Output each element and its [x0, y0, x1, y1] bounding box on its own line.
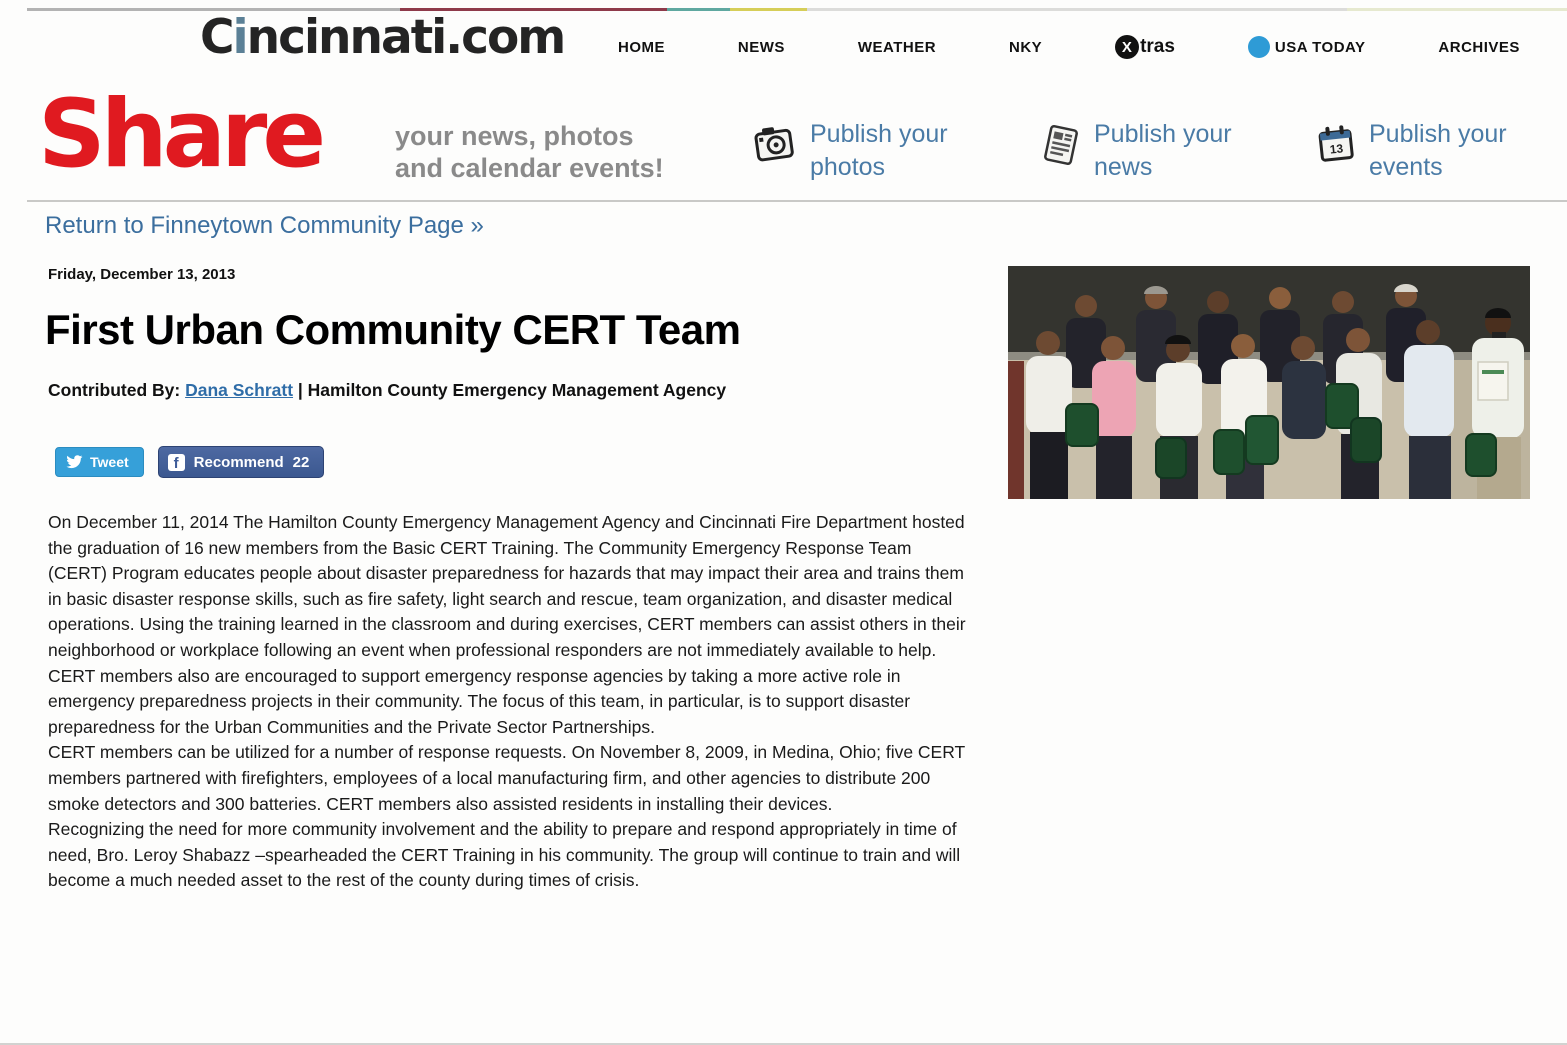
site-logo[interactable] [200, 10, 564, 65]
article-title: First Urban Community CERT Team [45, 306, 741, 353]
nav-item-news[interactable]: NEWS [737, 38, 785, 56]
twitter-bird-icon [66, 455, 83, 469]
tweet-button-label: Tweet [90, 454, 129, 470]
nav-item-home[interactable]: HOME [618, 38, 665, 56]
publish-news-text [1094, 118, 1232, 184]
logo-text-i: i [232, 10, 247, 65]
article-photo [1008, 266, 1530, 499]
section-divider [27, 200, 1567, 202]
facebook-recommend-button[interactable] [158, 446, 325, 478]
recommend-button-label: Recommend [193, 453, 284, 471]
publish-events-link[interactable] [1315, 118, 1507, 184]
camera-icon [752, 122, 798, 166]
stripe-yellow [730, 8, 807, 11]
publish-news-link[interactable] [1040, 118, 1232, 184]
byline-org: Hamilton County Emergency Management Agency [307, 380, 727, 400]
usatoday-label: USA TODAY [1274, 38, 1366, 56]
calendar-icon [1315, 122, 1357, 166]
stripe-light [807, 8, 1347, 11]
recommend-count: 22 [292, 453, 310, 471]
publish-news-line1: Publish your [1094, 120, 1232, 148]
article-body [48, 510, 966, 894]
group-photo-illustration [1008, 266, 1530, 499]
nav-item-weather[interactable]: WEATHER [857, 38, 937, 56]
breadcrumb-return-link[interactable]: Return to Finneytown Community Page » [45, 212, 484, 239]
article-paragraph-2: CERT members also are encouraged to support emergency response agencies by taking a more active role in emergency preparedness projects in their community. The focus of this team, in particular, is to support disaster preparedness for the Urban Communities and the Private Sector Partnerships. [48, 665, 911, 737]
publish-news-line2: news [1094, 153, 1153, 181]
logo-text-rest: ncinnati.com [246, 10, 565, 65]
xtras-x-icon: X [1115, 35, 1139, 59]
stripe-teal [667, 8, 730, 11]
article-paragraph-4: Recognizing the need for more community involvement and the ability to prepare and respond appropriately in time of need, Bro. Leroy Shabazz –spearheaded the CERT Training in his community. The group will continue to train and will become a much needed asset to the rest of the county during times of crisis. [48, 819, 961, 891]
share-tagline [395, 120, 664, 184]
newspaper-icon [1040, 122, 1082, 168]
byline-separator: | [293, 380, 308, 400]
facebook-f-icon: f [168, 454, 185, 471]
xtras-label: tras [1140, 36, 1175, 57]
stripe-tint [1347, 8, 1567, 11]
byline-prefix: Contributed By: [48, 380, 186, 400]
publish-events-text [1369, 118, 1507, 184]
publish-photos-text [810, 118, 948, 184]
nav-item-nky[interactable]: NKY [1008, 38, 1043, 56]
nav-item-archives[interactable]: ARCHIVES [1438, 38, 1520, 56]
usatoday-dot-icon [1248, 36, 1270, 58]
tweet-button[interactable] [55, 447, 144, 477]
photo-certificate [1478, 362, 1508, 400]
share-tagline-line2: and calendar events! [395, 153, 664, 183]
nav-item-usatoday[interactable] [1248, 36, 1366, 58]
nav-item-xtras[interactable] [1115, 35, 1175, 59]
share-headline: Share [38, 80, 322, 189]
publish-events-line2: events [1369, 153, 1443, 181]
article-paragraph-1: On December 11, 2014 The Hamilton County Emergency Management Agency and Cincinnati Fire Department hosted the graduation of 16 new members from the Basic CERT Training. The Community Emergency Response Team (CERT) Program educates people about disaster preparedness for hazards that may impact their area and trains them in basic disaster response skills, such as fire safety, light search and rescue, team organization, and disaster medical operations. Using the training learned in the classroom and during exercises, CERT members can assist others in their neighborhood or workplace following an event when professional responders are not immediately available to help. [48, 512, 966, 660]
byline-author-link[interactable]: Dana Schratt [185, 380, 294, 400]
main-navigation [618, 30, 1520, 64]
publish-photos-line1: Publish your [810, 120, 948, 148]
article-paragraph-3: CERT members can be utilized for a number of response requests. On November 8, 2009, in Medina, Ohio; five CERT members partnered with firefighters, employees of a local manufacturing firm, and other agencies to distribute 200 smoke detectors and 300 batteries. CERT members also assisted residents in installing their devices. [48, 742, 965, 814]
article-byline [48, 380, 726, 401]
logo-text-c: C [200, 10, 233, 65]
publish-photos-line2: photos [810, 153, 886, 181]
calendar-day-number: 13 [1329, 141, 1344, 157]
article-date: Friday, December 13, 2013 [48, 266, 236, 283]
publish-photos-link[interactable] [752, 118, 948, 184]
share-banner [0, 80, 1567, 202]
share-tagline-line1: your news, photos [395, 121, 634, 151]
publish-events-line1: Publish your [1369, 120, 1507, 148]
social-share-buttons [55, 446, 324, 478]
